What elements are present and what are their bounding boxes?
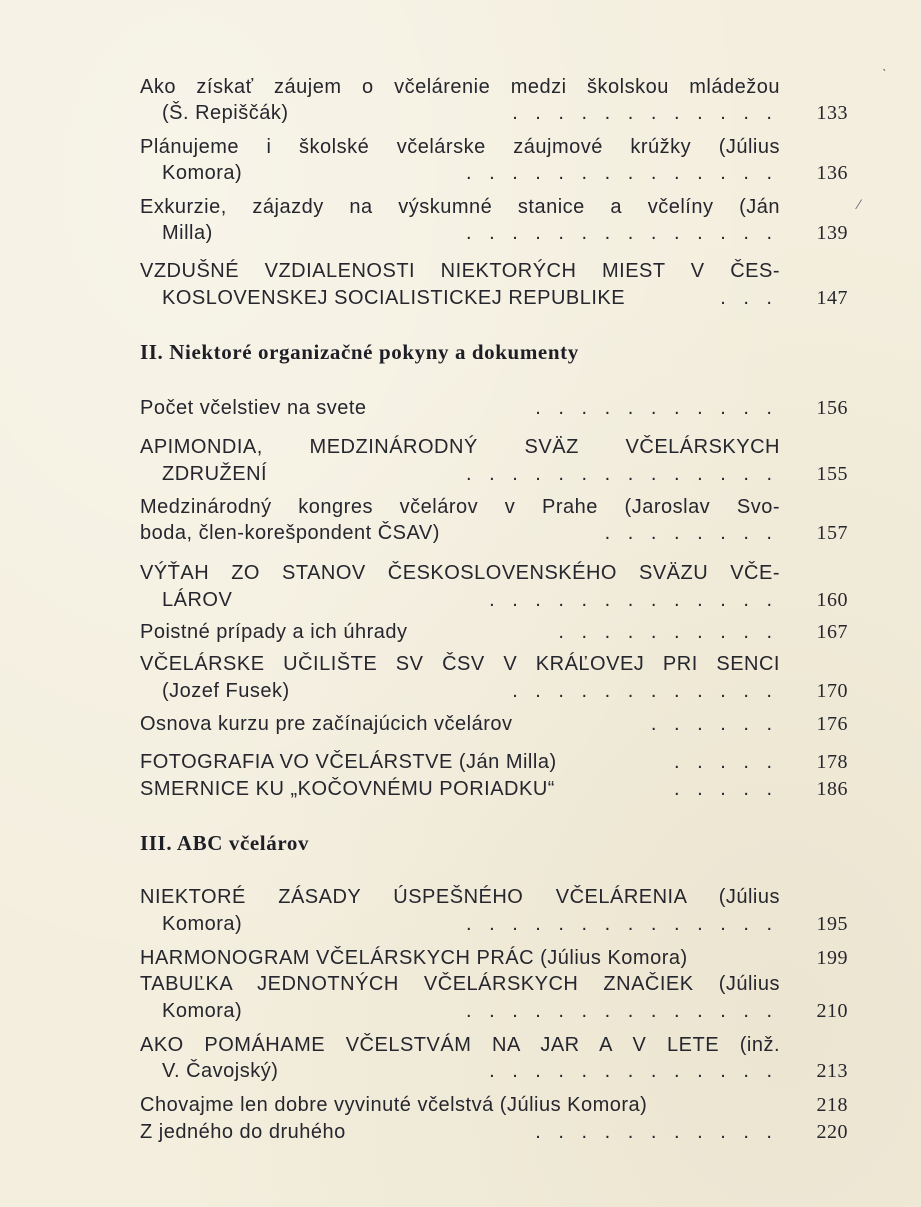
toc-entry [162, 220, 848, 246]
leader-dots: . . . . . . . . . . . . [512, 680, 778, 702]
toc-entry [140, 395, 848, 421]
pencil-tick-mark: ⁄ [858, 196, 861, 212]
page-number: 199 [816, 947, 848, 969]
toc-entry-text: Osnova kurzu pre začínajúcich včelárov [140, 713, 513, 735]
page-number: 218 [816, 1094, 848, 1116]
toc-entry-text: LÁROV [162, 589, 233, 611]
toc-entry-text: NIEKTORÉ ZÁSADY ÚSPEŠNÉHO VČELÁRENIA (Július [140, 886, 780, 908]
leader-dots: . . . . . [673, 751, 778, 773]
page-number: 220 [816, 1121, 848, 1143]
leader-dots: . . . . . [673, 778, 778, 800]
toc-entry-text: Komora) [162, 1000, 243, 1022]
toc-entry-text: Z jedného do druhého [140, 1121, 346, 1143]
toc-entry [162, 160, 848, 186]
leader-dots: . . . . . . . . . . . . . . [465, 913, 778, 935]
paper-speck: ˋ [882, 66, 887, 82]
toc-entry-text: SMERNICE KU „KOČOVNÉMU PORIADKU“ [140, 778, 555, 800]
toc-entry-text: HARMONOGRAM VČELÁRSKYCH PRÁC (Július Komora) [140, 947, 688, 969]
section-heading: II. Niektoré organizačné pokyny a dokumenty [140, 340, 579, 364]
toc-entry [162, 461, 848, 487]
toc-entry [140, 749, 848, 775]
page-number: 178 [816, 751, 848, 773]
toc-entry [162, 100, 848, 126]
toc-entry-text: ZDRUŽENÍ [162, 463, 268, 485]
page-number: 160 [816, 589, 848, 611]
toc-entry-text: (Jozef Fusek) [162, 680, 290, 702]
toc-entry-text: FOTOGRAFIA VO VČELÁRSTVE (Ján Milla) [140, 751, 557, 773]
page-number: 156 [816, 397, 848, 419]
leader-dots: . . . [720, 287, 778, 309]
toc-entry-text: Poistné prípady a ich úhrady [140, 621, 408, 643]
toc-entry [140, 1119, 848, 1145]
toc-entry-text: VČELÁRSKE UČILIŠTE SV ČSV V KRÁĽOVEJ PRI SENCI [140, 653, 780, 675]
page-number: 176 [816, 713, 848, 735]
leader-dots: . . . . . . . . . . . . . . [465, 162, 778, 184]
page-number: 147 [816, 287, 848, 309]
toc-entry [140, 619, 848, 645]
page-number: 167 [816, 621, 848, 643]
toc-entry [140, 776, 848, 802]
toc-entry-text: Milla) [162, 222, 213, 244]
toc-entry-text: Komora) [162, 913, 243, 935]
page-number: 170 [816, 680, 848, 702]
toc-entry-text: (Š. Repiščák) [162, 102, 289, 124]
toc-entry-text: Plánujeme i školské včelárske záujmové krúžky (Július [140, 136, 780, 158]
toc-entry [140, 711, 848, 737]
toc-entry [162, 678, 848, 704]
toc-entry-text: Komora) [162, 162, 243, 184]
toc-entry [140, 945, 848, 971]
toc-entry-text: Počet včelstiev na svete [140, 397, 367, 419]
toc-entry-text: AKO POMÁHAME VČELSTVÁM NA JAR A V LETE (inž. [140, 1034, 780, 1056]
toc-entry [162, 587, 848, 613]
page-number: 210 [816, 1000, 848, 1022]
leader-dots: . . . . . . . . . . . . [512, 102, 778, 124]
leader-dots: . . . . . . . . . . . . . . [465, 1000, 778, 1022]
section-heading: III. ABC včelárov [140, 831, 310, 855]
toc-entry-text: TABUĽKA JEDNOTNÝCH VČELÁRSKYCH ZNAČIEK (Július [140, 973, 780, 995]
page-number: 186 [816, 778, 848, 800]
toc-entry-text: Ako získať záujem o včelárenie medzi školskou mládežou [140, 76, 780, 98]
toc-entry [140, 1092, 848, 1118]
toc-entry-text: V. Čavojský) [162, 1060, 279, 1082]
leader-dots: . . . . . . [650, 713, 778, 735]
toc-entry-text: VZDUŠNÉ VZDIALENOSTI NIEKTORÝCH MIEST V ČES- [140, 260, 780, 282]
toc-entry-text: VÝŤAH ZO STANOV ČESKOSLOVENSKÉHO SVÄZU VČE- [140, 562, 780, 584]
toc-entry [162, 998, 848, 1024]
toc-entry-text: KOSLOVENSKEJ SOCIALISTICKEJ REPUBLIKE [162, 287, 626, 309]
toc-entry-text: boda, člen-korešpondent ČSAV) [140, 522, 440, 544]
leader-dots: . . . . . . . . . . . . . . [465, 222, 778, 244]
page-number: 213 [816, 1060, 848, 1082]
leader-dots: . . . . . . . . . . . . . [489, 1060, 778, 1082]
page-number: 136 [816, 162, 848, 184]
toc-entry-text: Medzinárodný kongres včelárov v Prahe (Jaroslav Svo- [140, 496, 780, 518]
toc-entry-text: APIMONDIA, MEDZINÁRODNÝ SVÄZ VČELÁRSKYCH [140, 436, 780, 458]
page-number: 195 [816, 913, 848, 935]
leader-dots: . . . . . . . . . . . . . [489, 589, 778, 611]
toc-entry-text: Exkurzie, zájazdy na výskumné stanice a včelíny (Ján [140, 196, 780, 218]
leader-dots: . . . . . . . . . . [558, 621, 778, 643]
leader-dots: . . . . . . . . . . . . . . [465, 463, 778, 485]
toc-entry [162, 285, 848, 311]
leader-dots: . . . . . . . . [604, 522, 778, 544]
toc-entry [162, 911, 848, 937]
leader-dots: . . . . . . . . . . . [535, 397, 778, 419]
toc-entry [162, 1058, 848, 1084]
toc-entry [140, 520, 848, 546]
page-number: 139 [816, 222, 848, 244]
page-number: 157 [816, 522, 848, 544]
page-number: 155 [816, 463, 848, 485]
leader-dots: . . . . . . . . . . . [535, 1121, 778, 1143]
toc-entry-text: Chovajme len dobre vyvinuté včelstvá (Július Komora) [140, 1094, 648, 1116]
page-number: 133 [816, 102, 848, 124]
